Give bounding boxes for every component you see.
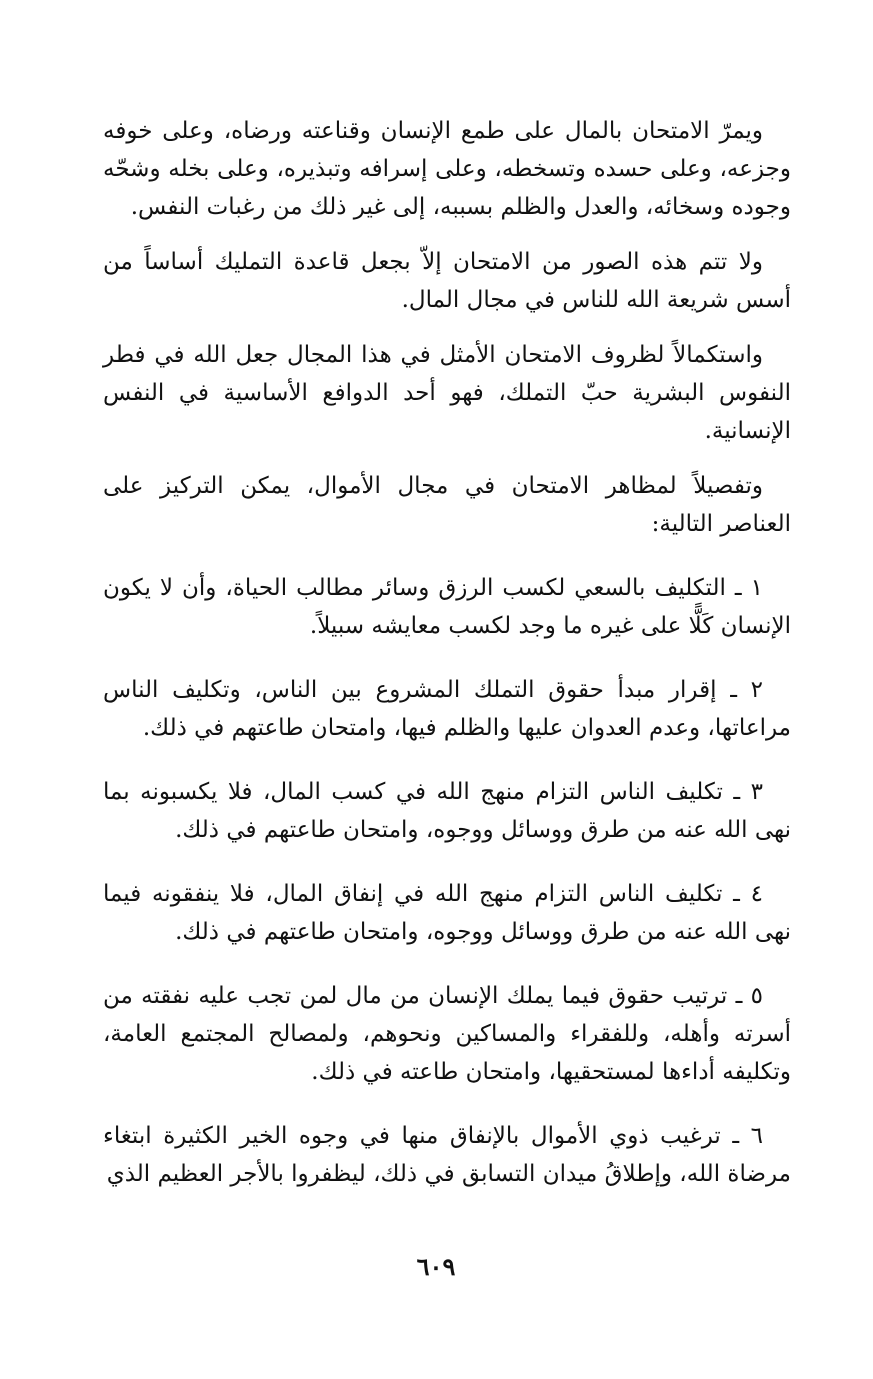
- paragraph-love-of-ownership: واستكمالاً لظروف الامتحان الأمثل في هذا المجال جعل الله في فطر النفوس البشرية حبّ التملك، فهو أحد الدوافع الأساسية في النفس الإنسانية.: [103, 342, 791, 444]
- paragraph-elements-intro: وتفصيلاً لمظاهر الامتحان في مجال الأموال، يمكن التركيز على العناصر التالية:: [103, 473, 791, 537]
- body-text: [103, 112, 791, 1210]
- paragraph-ownership-rule: ولا تتم هذه الصور من الامتحان إلاّ بجعل قاعدة التمليك أساساً من أسس شريعة الله للناس في مجال المال.: [103, 249, 791, 313]
- page-number: ٦٠٩: [416, 1252, 456, 1281]
- list-item-2: ٢ ـ إقرار مبدأ حقوق التملك المشروع بين الناس، وتكليف الناس مراعاتها، وعدم العدوان عليها والظلم فيها، وامتحان طاعتهم في ذلك.: [103, 677, 791, 741]
- list-item-3: ٣ ـ تكليف الناس التزام منهج الله في كسب المال، فلا يكسبونه بما نهى الله عنه من طرق ووسائل ووجوه، وامتحان طاعتهم في ذلك.: [103, 779, 791, 843]
- paragraph-intro: ويمرّ الامتحان بالمال على طمع الإنسان وقناعته ورضاه، وعلى خوفه وجزعه، وعلى حسده وتسخطه، وعلى إسرافه وتبذيره، وعلى بخله وشحّه وجوده وسخائه، والعدل والظلم بسببه، إلى غير ذلك من رغبات النفس.: [103, 118, 791, 220]
- list-item-6: ٦ ـ ترغيب ذوي الأموال بالإنفاق منها في وجوه الخير الكثيرة ابتغاء مرضاة الله، وإطلاقُ ميدان التسابق في ذلك، ليظفروا بالأجر العظيم الذي: [103, 1123, 791, 1187]
- list-item-4: ٤ ـ تكليف الناس التزام منهج الله في إنفاق المال، فلا ينفقونه فيما نهى الله عنه من طرق ووسائل ووجوه، وامتحان طاعتهم في ذلك.: [103, 881, 791, 945]
- list-item-1: ١ ـ التكليف بالسعي لكسب الرزق وسائر مطالب الحياة، وأن لا يكون الإنسان كَلًّا على غيره ما وجد لكسب معايشه سبيلاً.: [103, 575, 791, 639]
- list-item-5: ٥ ـ ترتيب حقوق فيما يملك الإنسان من مال لمن تجب عليه نفقته من أسرته وأهله، وللفقراء والمساكين ونحوهم، ولمصالح المجتمع العامة، وتكليفه أداءها لمستحقيها، وامتحان طاعته في ذلك.: [103, 983, 791, 1085]
